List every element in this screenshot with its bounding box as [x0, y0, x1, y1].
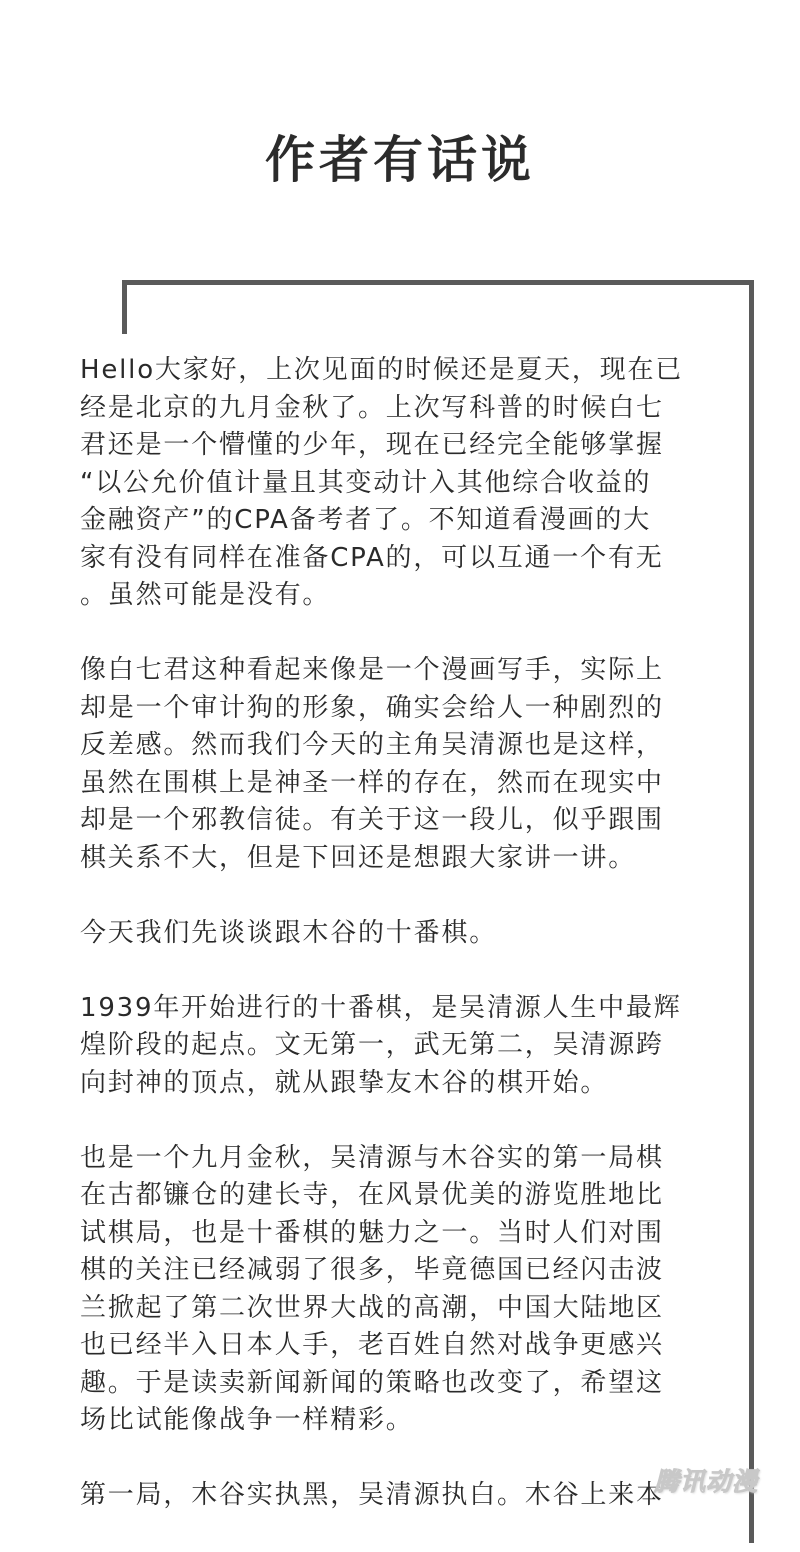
paragraph	[80, 915, 730, 953]
paragraph	[80, 1140, 730, 1440]
text-line: 反差感。然而我们今天的主角吴清源也是这样，	[80, 730, 664, 760]
text-line: 1939年开始进行的十番棋，是吴清源人生中最辉	[80, 992, 682, 1023]
text-line: 经是北京的九月金秋了。上次写科普的时候白七	[80, 392, 664, 423]
text-line: 虽然在围棋上是神圣一样的存在，然而在现实中	[80, 767, 664, 798]
paragraph	[80, 1477, 730, 1515]
frame-right-border	[749, 280, 754, 1543]
text-line: 今天我们先谈谈跟木谷的十番棋。	[80, 917, 498, 948]
text-line: 像白七君这种看起来像是一个漫画写手，实际上	[80, 655, 664, 685]
text-line: 兰掀起了第二次世界大战的高潮，中国大陆地区	[80, 1292, 664, 1323]
text-line: 却是一个邪教信徒。有关于这一段儿，似乎跟围	[80, 805, 664, 835]
paragraph	[80, 652, 730, 877]
paragraph	[80, 352, 730, 615]
text-line: 棋关系不大，但是下回还是想跟大家讲一讲。	[80, 842, 637, 873]
page-title: 作者有话说	[265, 130, 535, 189]
frame-left-border	[122, 280, 127, 334]
frame-top-border	[122, 280, 754, 285]
text-line: 在古都镰仓的建长寺，在风景优美的游览胜地比	[80, 1180, 664, 1210]
text-line: 试棋局，也是十番棋的魅力之一。当时人们对围	[80, 1217, 664, 1248]
text-line: 趣。于是读卖新闻新闻的策略也改变了，希望这	[80, 1367, 664, 1398]
text-line: 家有没有同样在准备CPA的，可以互通一个有无	[80, 542, 664, 573]
text-line: 场比试能像战争一样精彩。	[80, 1405, 414, 1435]
text-line: 却是一个审计狗的形象，确实会给人一种剧烈的	[80, 692, 664, 723]
text-line: 向封神的顶点，就从跟挚友木谷的棋开始。	[80, 1067, 609, 1098]
text-line: “以公允价值计量且其变动计入其他综合收益的	[80, 467, 652, 498]
text-line: 也已经半入日本人手，老百姓自然对战争更感兴	[80, 1330, 664, 1360]
text-line: 。虽然可能是没有。	[80, 580, 331, 610]
paragraph	[80, 990, 730, 1103]
text-line: Hello大家好，上次见面的时候还是夏天，现在已	[80, 355, 684, 385]
text-line: 第一局，木谷实执黑，吴清源执白。木谷上来本	[80, 1480, 664, 1510]
text-line: 君还是一个懵懂的少年，现在已经完全能够掌握	[80, 430, 664, 460]
article-body	[80, 352, 730, 1552]
text-line: 也是一个九月金秋，吴清源与木谷实的第一局棋	[80, 1142, 664, 1173]
text-line: 煌阶段的起点。文无第一，武无第二，吴清源跨	[80, 1030, 664, 1060]
text-line: 金融资产”的CPA备考者了。不知道看漫画的大	[80, 505, 652, 535]
watermark-logo: 腾讯动漫	[654, 1467, 759, 1496]
text-line: 棋的关注已经减弱了很多，毕竟德国已经闪击波	[80, 1255, 664, 1285]
